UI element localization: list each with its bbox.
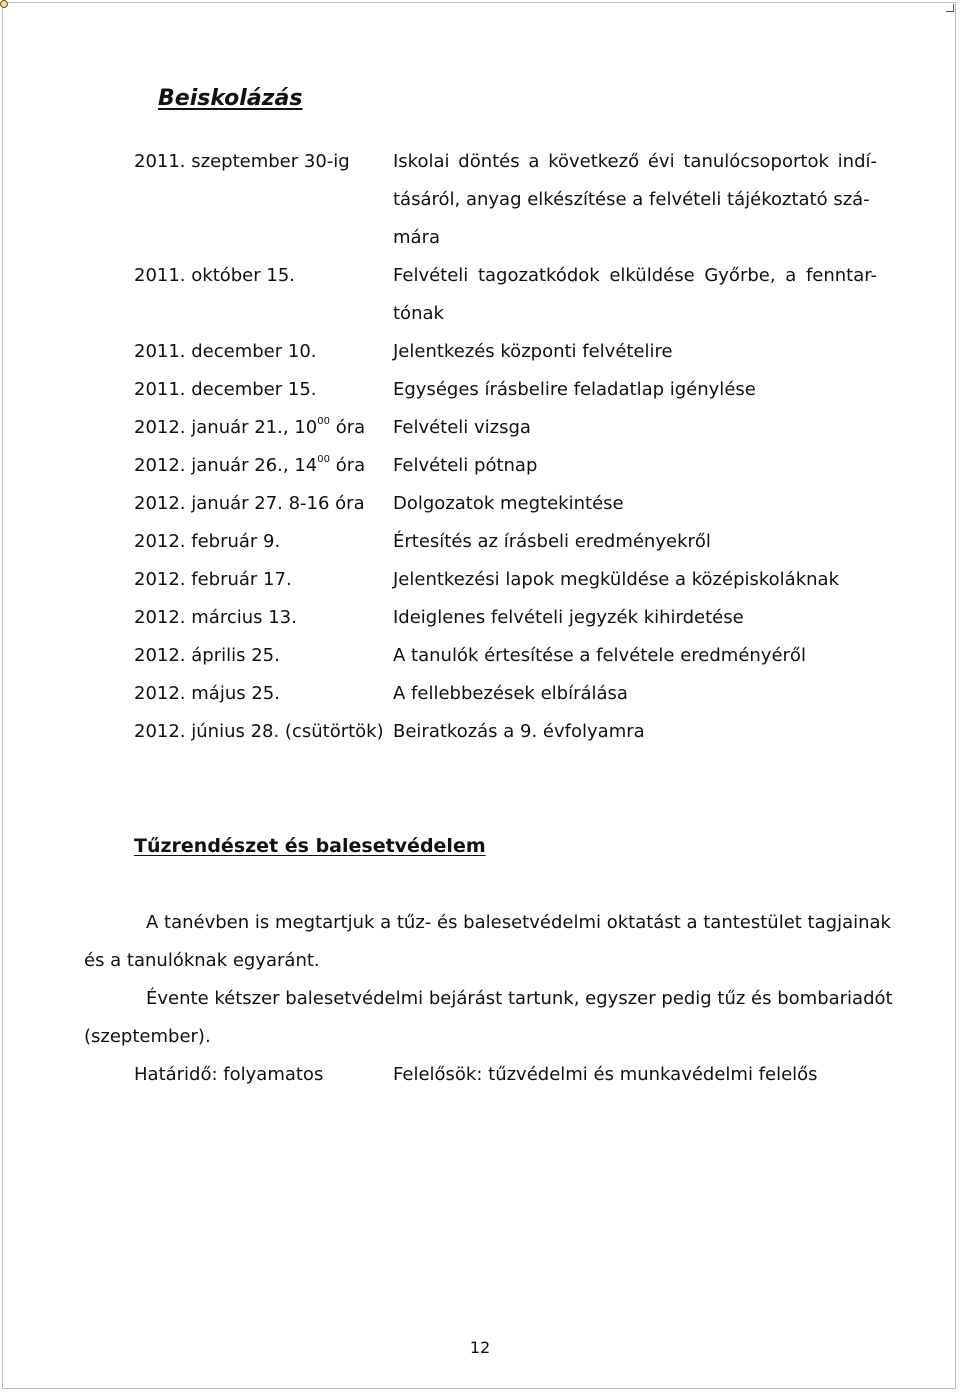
schedule-desc-line: mára <box>393 227 440 248</box>
schedule-desc: Jelentkezés központi felvételire <box>393 341 673 362</box>
paragraph-line: A tanévben is megtartjuk a tűz- és balesetvédelmi oktatást a tantestület tagjainak <box>146 912 891 933</box>
schedule-desc-line: tásáról, anyag elkészítése a felvételi tájékoztató szá- <box>393 189 870 210</box>
schedule-desc: Ideiglenes felvételi jegyzék kihirdetése <box>393 607 744 628</box>
section-title-beiskolazas: Beiskolázás <box>158 86 303 111</box>
schedule-date: 2012. február 17. <box>134 569 292 590</box>
schedule-date: 2012. január 26., $14^{00}$ óra <box>134 454 366 476</box>
paragraph-line: Évente kétszer balesetvédelmi bejárást tartunk, egyszer pedig tűz és bombariadót <box>146 988 893 1009</box>
schedule-desc: A fellebbezések elbírálása <box>393 683 628 704</box>
schedule-date: 2011. december 15. <box>134 379 317 400</box>
section-title-tuzrendeszet: Tűzrendészet és balesetvédelem <box>134 835 486 857</box>
schedule-desc-line: Felvételi tagozatkódok elküldése Győrbe, a fenntar- <box>393 265 877 286</box>
schedule-date: 2011. szeptember 30-ig <box>134 151 350 172</box>
bookmark-icon <box>0 0 8 8</box>
schedule-date: 2012. május 25. <box>134 683 280 704</box>
schedule-desc: Jelentkezési lapok megküldése a középiskoláknak <box>393 569 839 590</box>
paragraph-line: (szeptember). <box>84 1026 211 1047</box>
schedule-desc: Értesítés az írásbeli eredményekről <box>393 531 711 552</box>
schedule-desc: Dolgozatok megtekintése <box>393 493 624 514</box>
deadline-text: Határidő: folyamatos <box>134 1064 324 1085</box>
schedule-desc-line: tónak <box>393 303 444 324</box>
page-number: 12 <box>469 1338 491 1357</box>
schedule-desc: Felvételi vizsga <box>393 417 531 438</box>
schedule-date: 2012. április 25. <box>134 645 280 666</box>
schedule-date: 2012. március 13. <box>134 607 297 628</box>
schedule-date: 2011. december 10. <box>134 341 317 362</box>
schedule-desc: Felvételi pótnap <box>393 455 538 476</box>
schedule-desc: Beiratkozás a 9. évfolyamra <box>393 721 645 742</box>
responsible-text: Felelősök: tűzvédelmi és munkavédelmi felelős <box>393 1064 818 1085</box>
schedule-date: 2012. június 28. (csütörtök) <box>134 721 384 742</box>
corner-fold-icon <box>946 4 954 12</box>
schedule-desc: Egységes írásbelire feladatlap igénylése <box>393 379 756 400</box>
paragraph-line: és a tanulóknak egyaránt. <box>84 950 320 971</box>
schedule-desc: A tanulók értesítése a felvétele eredményéről <box>393 645 806 666</box>
schedule-date: 2012. február 9. <box>134 531 281 552</box>
schedule-date: 2012. január 27. 8-16 óra <box>134 493 365 514</box>
schedule-date: 2012. január 21., $10^{00}$ óra <box>134 416 366 438</box>
schedule-desc-line: Iskolai döntés a következő évi tanulócsoportok indí- <box>393 151 877 172</box>
schedule-date: 2011. október 15. <box>134 265 296 286</box>
